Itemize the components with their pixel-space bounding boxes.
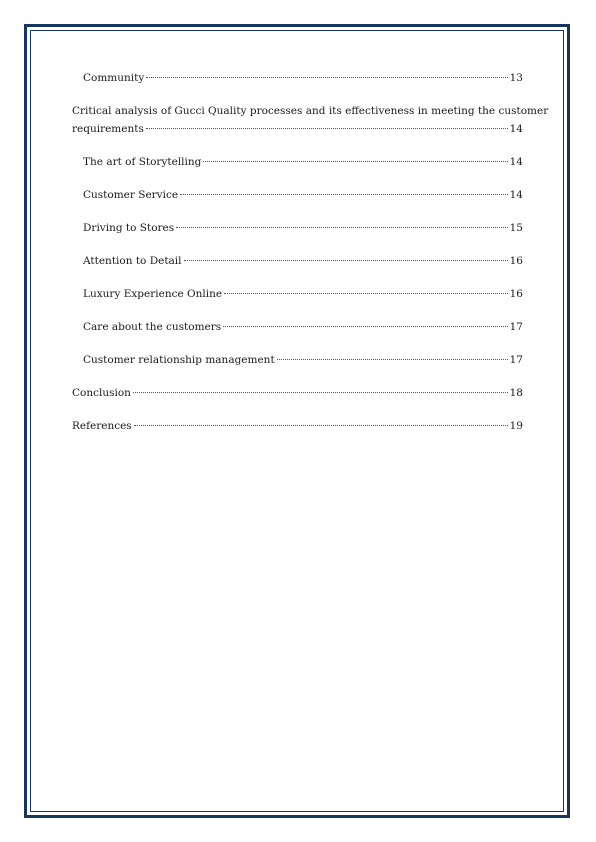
toc-entry-customer-service[interactable]	[72, 186, 523, 204]
toc-page-number: 14	[509, 189, 523, 201]
toc-page-number: 17	[509, 354, 523, 366]
toc-entry-text: Community	[83, 72, 145, 84]
toc-entry-attention-to-detail[interactable]	[72, 252, 523, 270]
toc-entry-luxury-experience-online[interactable]	[72, 285, 523, 303]
toc-page-number: 14	[509, 123, 523, 135]
dot-leader	[133, 391, 508, 393]
toc-entry-critical-analysis[interactable]	[72, 102, 549, 138]
toc-page-number: 18	[509, 387, 523, 399]
toc-page-number: 19	[509, 420, 523, 432]
dot-leader	[277, 358, 508, 360]
toc-page-number: 13	[509, 72, 523, 84]
toc-page-number: 16	[509, 255, 523, 267]
toc-entry-text: References	[72, 420, 132, 432]
toc-entry-text-line1: Critical analysis of Gucci Quality processes and its effectiveness in meeting the customer	[72, 105, 549, 117]
dot-leader	[134, 424, 508, 426]
dot-leader	[184, 259, 508, 261]
dot-leader	[146, 76, 507, 78]
toc-entry-references[interactable]	[72, 417, 523, 435]
toc-entry-text: Attention to Detail	[83, 255, 182, 267]
toc-entry-care-about-customers[interactable]	[72, 318, 523, 336]
toc-page-number: 15	[509, 222, 523, 234]
toc-entry-art-of-storytelling[interactable]	[72, 153, 523, 171]
toc-entry-crm[interactable]	[72, 351, 523, 369]
toc-entry-text: Luxury Experience Online	[83, 288, 223, 300]
dot-leader	[203, 160, 507, 162]
toc-entry-conclusion[interactable]	[72, 384, 523, 402]
dot-leader	[223, 325, 507, 327]
dot-leader	[176, 226, 507, 228]
toc-entry-text: Conclusion	[72, 387, 131, 399]
table-of-contents	[72, 69, 549, 450]
toc-entry-text: Customer Service	[83, 189, 179, 201]
toc-page-number: 17	[509, 321, 523, 333]
toc-entry-text: Driving to Stores	[83, 222, 175, 234]
toc-entry-text: Customer relationship management	[83, 354, 275, 366]
toc-entry-text-line2: requirements	[72, 123, 144, 135]
dot-leader	[180, 193, 508, 195]
dot-leader	[146, 127, 508, 129]
toc-entry-text: The art of Storytelling	[83, 156, 202, 168]
toc-entry-driving-to-stores[interactable]	[72, 219, 523, 237]
toc-page-number: 14	[509, 156, 523, 168]
dot-leader	[224, 292, 508, 294]
toc-entry-text: Care about the customers	[83, 321, 222, 333]
toc-entry-community[interactable]	[72, 69, 523, 87]
toc-page-number: 16	[509, 288, 523, 300]
